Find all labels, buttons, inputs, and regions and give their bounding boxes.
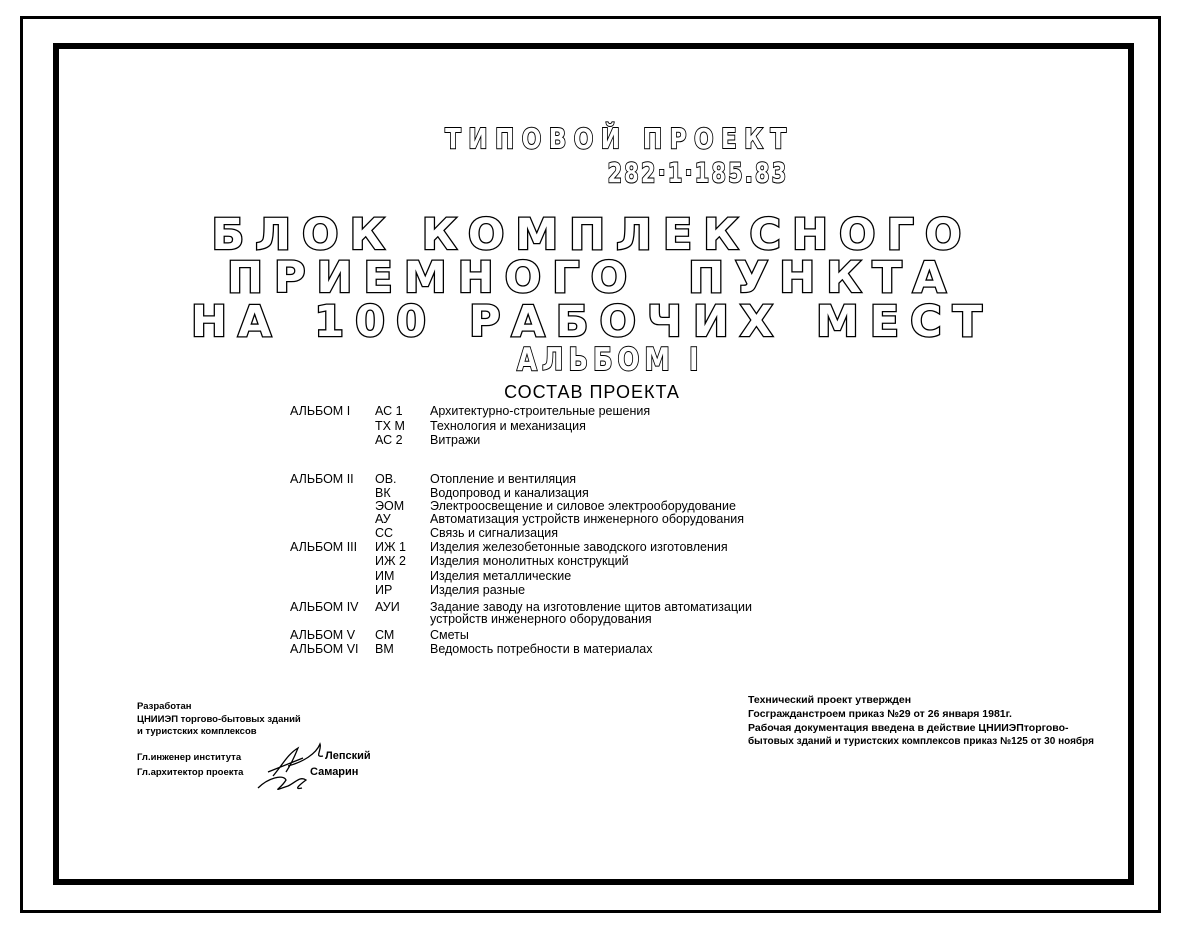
developer-label: Разработан: [137, 701, 192, 712]
section-code: АУ: [375, 512, 391, 526]
section-code: ТХ М: [375, 419, 405, 433]
chief-engineer-name: Лепский: [325, 750, 371, 762]
section-code: АУИ: [375, 600, 400, 614]
section-description: Задание заводу на изготовление щитов автоматизации: [430, 600, 752, 614]
project-name-line-1: БЛОК КОМПЛЕКСНОГО: [211, 210, 973, 260]
developer-org-line-1: ЦНИИЭП торгово-бытовых зданий: [137, 714, 301, 725]
section-code: СМ: [375, 628, 395, 642]
approval-line-1: Технический проект утвержден: [748, 694, 912, 706]
section-description: Электроосвещение и силовое электрооборудование: [430, 499, 736, 513]
project-number: 282·1·185.83: [607, 158, 789, 189]
album-label: АЛЬБОМ VI: [290, 642, 359, 656]
section-description: Связь и сигнализация: [430, 526, 558, 540]
section-description: Витражи: [430, 433, 481, 447]
section-code: ВМ: [375, 642, 394, 656]
approval-line-2: Госгражданстроем приказ №29 от 26 января 1981г.: [748, 708, 1012, 720]
album-number: АЛЬБОМ I: [517, 342, 704, 378]
section-description: Автоматизация устройств инженерного оборудования: [430, 512, 744, 526]
chief-architect-name: Самарин: [310, 766, 359, 778]
project-type-heading: ТИПОВОЙ ПРОЕКТ: [445, 122, 794, 155]
section-description: Технология и механизация: [430, 419, 586, 433]
approval-line-3: Рабочая документация введена в действие ЦНИИЭПторгово-: [748, 722, 1069, 734]
project-name-line-3: НА 100 РАБОЧИХ МЕСТ: [191, 297, 993, 347]
section-code: ОВ.: [375, 472, 397, 486]
album-label: АЛЬБОМ I: [290, 404, 351, 418]
section-description: Отопление и вентиляция: [430, 472, 577, 486]
album-label: АЛЬБОМ V: [290, 628, 356, 642]
composition-heading: СОСТАВ ПРОЕКТА: [504, 382, 680, 402]
section-code: ИЖ 2: [375, 554, 406, 568]
section-code: АС 2: [375, 433, 403, 447]
section-description: Архитектурно-строительные решения: [430, 404, 651, 418]
album-label: АЛЬБОМ III: [290, 540, 358, 554]
approval-line-4: бытовых зданий и туристских комплексов приказ №125 от 30 ноября: [748, 736, 1094, 747]
chief-engineer-role: Гл.инженер института: [137, 752, 242, 763]
section-code: ЭОМ: [375, 499, 405, 513]
section-code: СС: [375, 526, 394, 540]
developer-org-line-2: и туристских комплексов: [137, 726, 257, 737]
section-description: Водопровод и канализация: [430, 486, 589, 500]
section-description: устройств инженерного оборудования: [430, 612, 652, 626]
project-name-line-2: ПРИЕМНОГО ПУНКТА: [226, 253, 957, 303]
section-description: Ведомость потребности в материалах: [430, 642, 653, 656]
section-code: ИМ: [375, 569, 395, 583]
section-code: ИР: [375, 583, 393, 597]
section-description: Изделия железобетонные заводского изготовления: [430, 540, 728, 554]
album-label: АЛЬБОМ II: [290, 472, 354, 486]
section-description: Сметы: [430, 628, 469, 642]
album-label: АЛЬБОМ IV: [290, 600, 359, 614]
section-description: Изделия монолитных конструкций: [430, 554, 629, 568]
section-description: Изделия металлические: [430, 569, 572, 583]
signatures-image: [228, 736, 348, 796]
section-code: ВК: [375, 486, 391, 500]
chief-architect-role: Гл.архитектор проекта: [137, 767, 244, 778]
section-code: ИЖ 1: [375, 540, 406, 554]
section-code: АС 1: [375, 404, 403, 418]
section-description: Изделия разные: [430, 583, 526, 597]
